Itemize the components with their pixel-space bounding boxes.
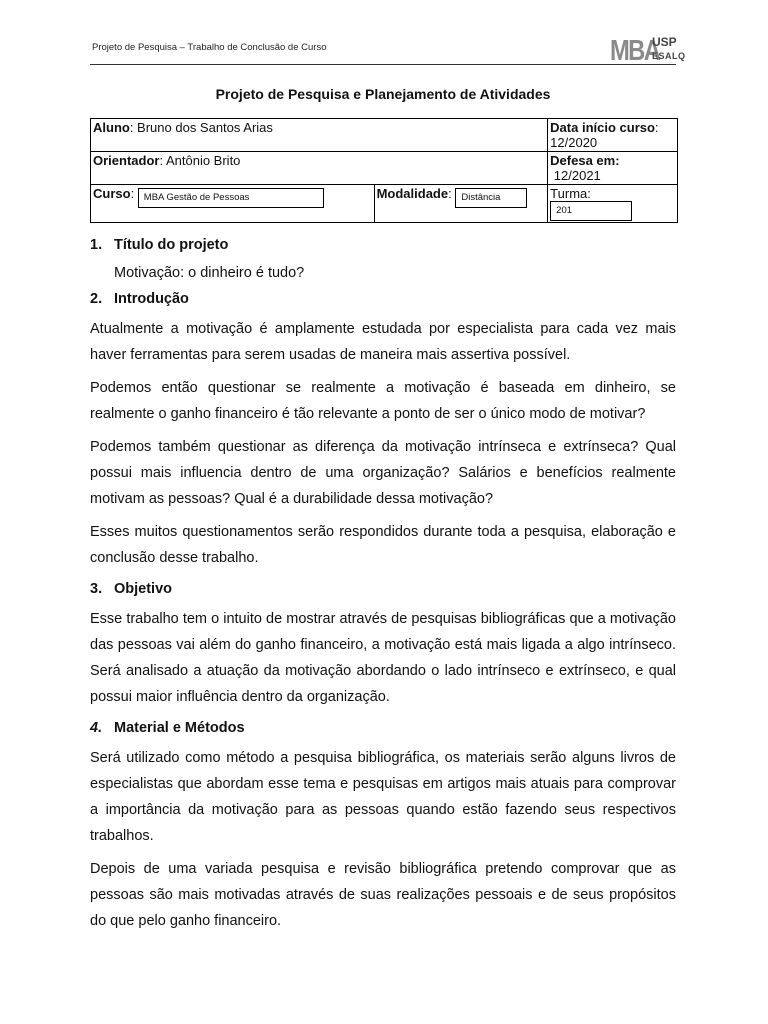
section-2-paragraph-4: Esses muitos questionamentos serão respondidos durante toda a pesquisa, elaboração e conclusão desse trabalho. xyxy=(90,524,676,566)
orientador-cell xyxy=(91,152,548,185)
section-2-title: 2. Introdução xyxy=(90,291,189,307)
document-title: Projeto de Pesquisa e Planejamento de Atividades xyxy=(215,86,551,102)
aluno-cell xyxy=(91,119,548,152)
section-1-title: 1. Título do projeto xyxy=(90,237,229,253)
curso-label: Curso xyxy=(93,186,131,201)
orientador-value: : Antônio Brito xyxy=(159,153,241,168)
aluno-value: : Bruno dos Santos Arias xyxy=(129,120,273,135)
section-2-paragraph-2: Podemos então questionar se realmente a motivação é baseada em dinheiro, se realmente o ganho financeiro é tão relevante a ponto de ser o único modo de motivar? xyxy=(90,380,676,422)
orientador-label: Orientador xyxy=(93,153,160,168)
data-inicio-label: Data início curso xyxy=(550,120,655,135)
data-inicio-cell: Data início curso: 12/2020 xyxy=(548,119,678,152)
header-divider xyxy=(90,64,676,65)
logo-mba: MBA xyxy=(610,35,660,67)
turma-cell xyxy=(548,185,678,223)
section-4-paragraph-1: Será utilizado como método a pesquisa bibliográfica, os materiais serão alguns livros de especialistas que abordam esse tema e pesquisas em artigos mais atuais para comprovar a importância da motivação para as pessoas quando estão fazendo seus respectivos trabalhos. xyxy=(90,750,676,844)
logo-esalq: ESALQ xyxy=(652,51,686,61)
section-4-paragraph-2: Depois de uma variada pesquisa e revisão bibliográfica pretendo comprovar que as pessoas são mais motivadas através de suas realizações pessoais e de seus propósitos do que pelo ganho financeiro. xyxy=(90,861,676,929)
defesa-cell xyxy=(548,152,678,185)
curso-cell: Curso: MBA Gestão de Pessoas xyxy=(91,185,375,223)
header-text: Projeto de Pesquisa – Trabalho de Conclusão de Curso xyxy=(92,42,327,53)
turma-field[interactable]: 201 xyxy=(550,201,632,221)
defesa-value: 12/2021 xyxy=(553,168,601,183)
data-inicio-value: 12/2020 xyxy=(550,135,598,150)
section-4-title: 4. Material e Métodos xyxy=(90,720,245,736)
modalidade-field[interactable]: Distância xyxy=(455,188,527,208)
modalidade-cell: Modalidade: Distância xyxy=(374,185,548,223)
logo-usp: USP xyxy=(652,35,677,49)
section-2-paragraph-3: Podemos também questionar as diferença da motivação intrínseca e extrínseca? Qual possui mais influencia dentro de uma organização? Salários e benefícios realmente motivam as pessoas? Qual é a durabilidade dessa motivação? xyxy=(90,439,676,507)
mba-usp-esalq-logo xyxy=(610,35,686,67)
section-3-title: 3. Objetivo xyxy=(90,581,173,597)
section-3-paragraph-1: Esse trabalho tem o intuito de mostrar através de pesquisas bibliográficas que a motivação das pessoas vai além do ganho financeiro, a motivação está mais ligada a algo intrínseco. Será analisado a atuação da motivação abordando o lado intrínseco e extrínseco, e qual possui maior influência dentro da organização. xyxy=(90,611,676,705)
aluno-label: Aluno xyxy=(93,120,130,135)
curso-field[interactable]: MBA Gestão de Pessoas xyxy=(138,188,324,208)
turma-label: Turma: xyxy=(550,186,591,201)
document-body xyxy=(90,234,676,941)
section-1-text: Motivação: o dinheiro é tudo? xyxy=(114,265,305,281)
defesa-label: Defesa em: xyxy=(550,153,620,168)
student-info-table xyxy=(90,118,678,223)
section-2-paragraph-1: Atualmente a motivação é amplamente estudada por especialista para cada vez mais haver ferramentas para serem usadas de maneira mais assertiva possível. xyxy=(90,321,676,363)
modalidade-label: Modalidade xyxy=(376,186,449,201)
